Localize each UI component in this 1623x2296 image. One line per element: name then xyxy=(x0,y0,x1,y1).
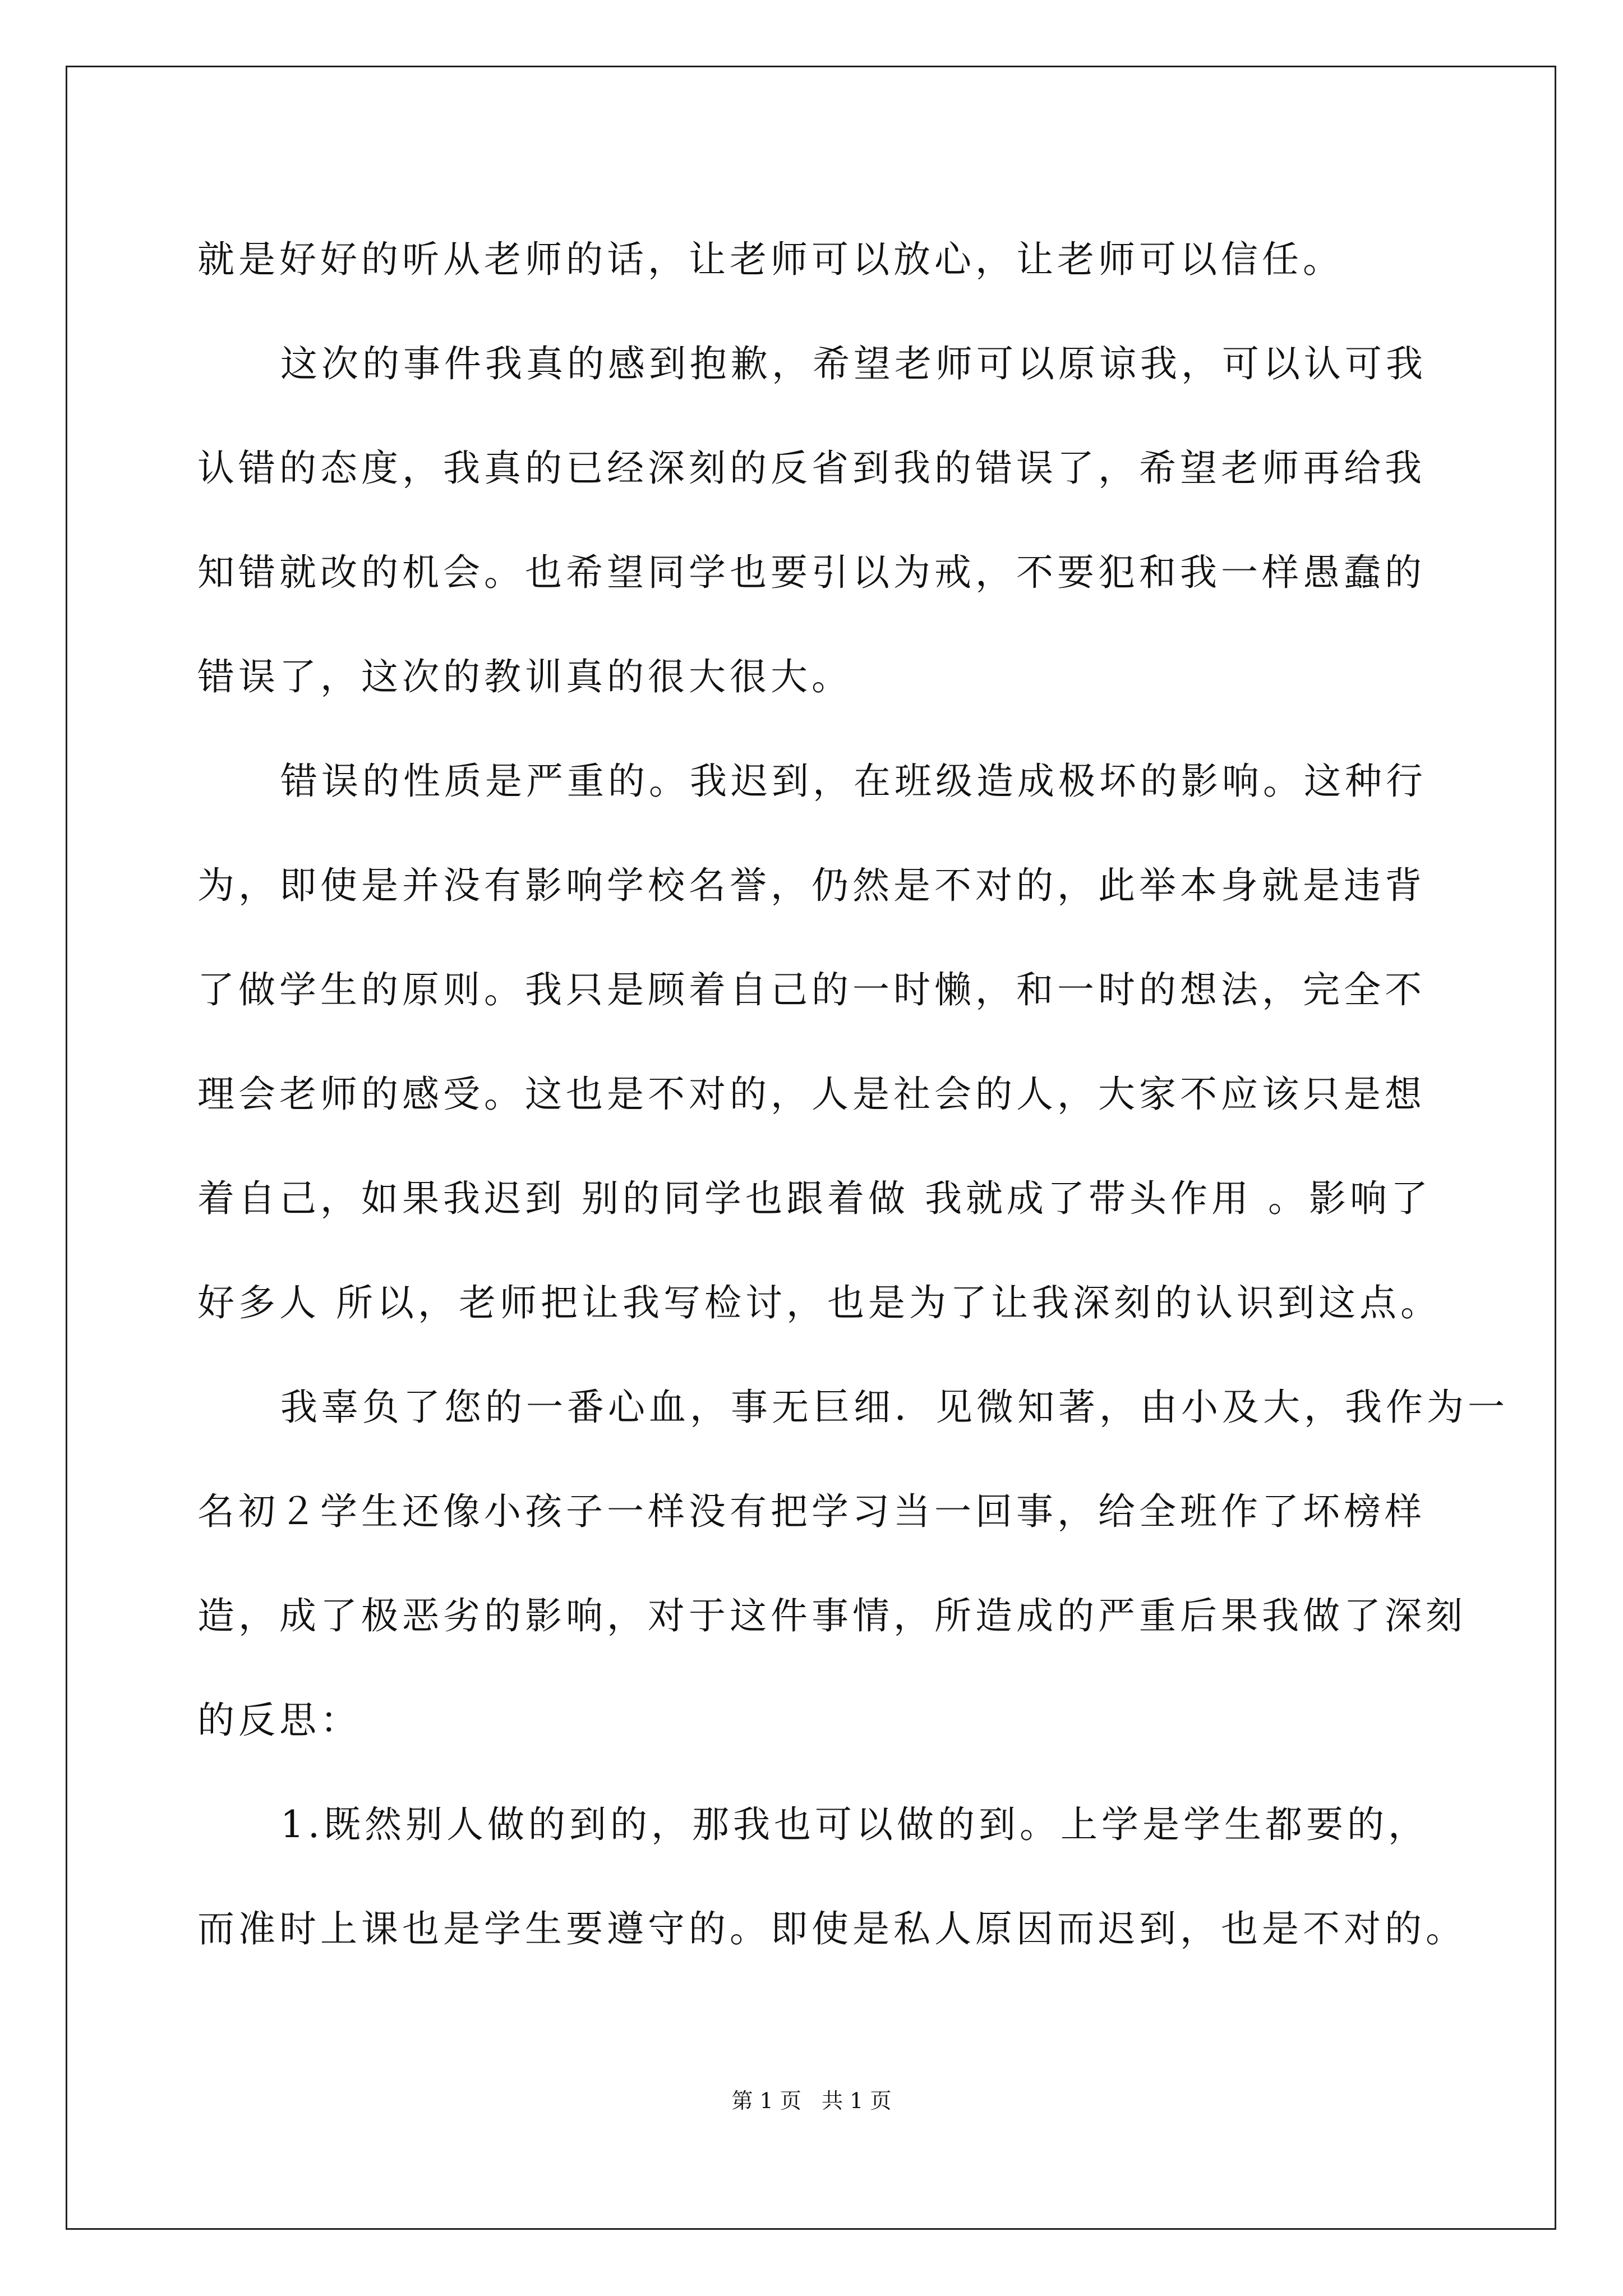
text-line: 的反思： xyxy=(197,1699,361,1742)
text-line: 了做学生的原则。我只是顾着自己的一时懒，和一时的想法，完全不 xyxy=(197,968,1426,1011)
text-line: 就是好好的听从老师的话，让老师可以放心，让老师可以信任。 xyxy=(197,238,1344,281)
text-line: 着自己，如果我迟到 别的同学也跟着做 我就成了带头作用 。影响了 xyxy=(197,1177,1432,1220)
page-number-footer: 第 1 页 共 1 页 xyxy=(731,2088,892,2113)
text-line: 我辜负了您的一番心血，事无巨细．见微知著，由小及大，我作为一 xyxy=(280,1386,1509,1429)
text-line: 名初２学生还像小孩子一样没有把学习当一回事，给全班作了坏榜样 xyxy=(197,1490,1426,1533)
text-line: 认错的态度，我真的已经深刻的反省到我的错误了，希望老师再给我 xyxy=(197,447,1426,490)
text-line: 为，即使是并没有影响学校名誉，仍然是不对的，此举本身就是违背 xyxy=(197,864,1426,907)
text-line: 而准时上课也是学生要遵守的。即使是私人原因而迟到，也是不对的。 xyxy=(197,1907,1467,1950)
text-line: 1.既然别人做的到的，那我也可以做的到。上学是学生都要的， xyxy=(280,1803,1429,1846)
text-line: 理会老师的感受。这也是不对的，人是社会的人，大家不应该只是想 xyxy=(197,1073,1426,1116)
text-line: 造，成了极恶劣的影响，对于这件事情，所造成的严重后果我做了深刻 xyxy=(197,1594,1467,1637)
text-line: 好多人 所以，老师把让我写检讨，也是为了让我深刻的认识到这点。 xyxy=(197,1281,1441,1324)
text-line: 错误的性质是严重的。我迟到，在班级造成极坏的影响。这种行 xyxy=(280,760,1427,803)
document-body xyxy=(197,208,1509,1981)
text-line: 知错就改的机会。也希望同学也要引以为戒，不要犯和我一样愚蠢的 xyxy=(197,551,1426,594)
text-line: 这次的事件我真的感到抱歉，希望老师可以原谅我，可以认可我 xyxy=(280,342,1427,385)
text-line: 错误了，这次的教训真的很大很大。 xyxy=(197,655,852,698)
